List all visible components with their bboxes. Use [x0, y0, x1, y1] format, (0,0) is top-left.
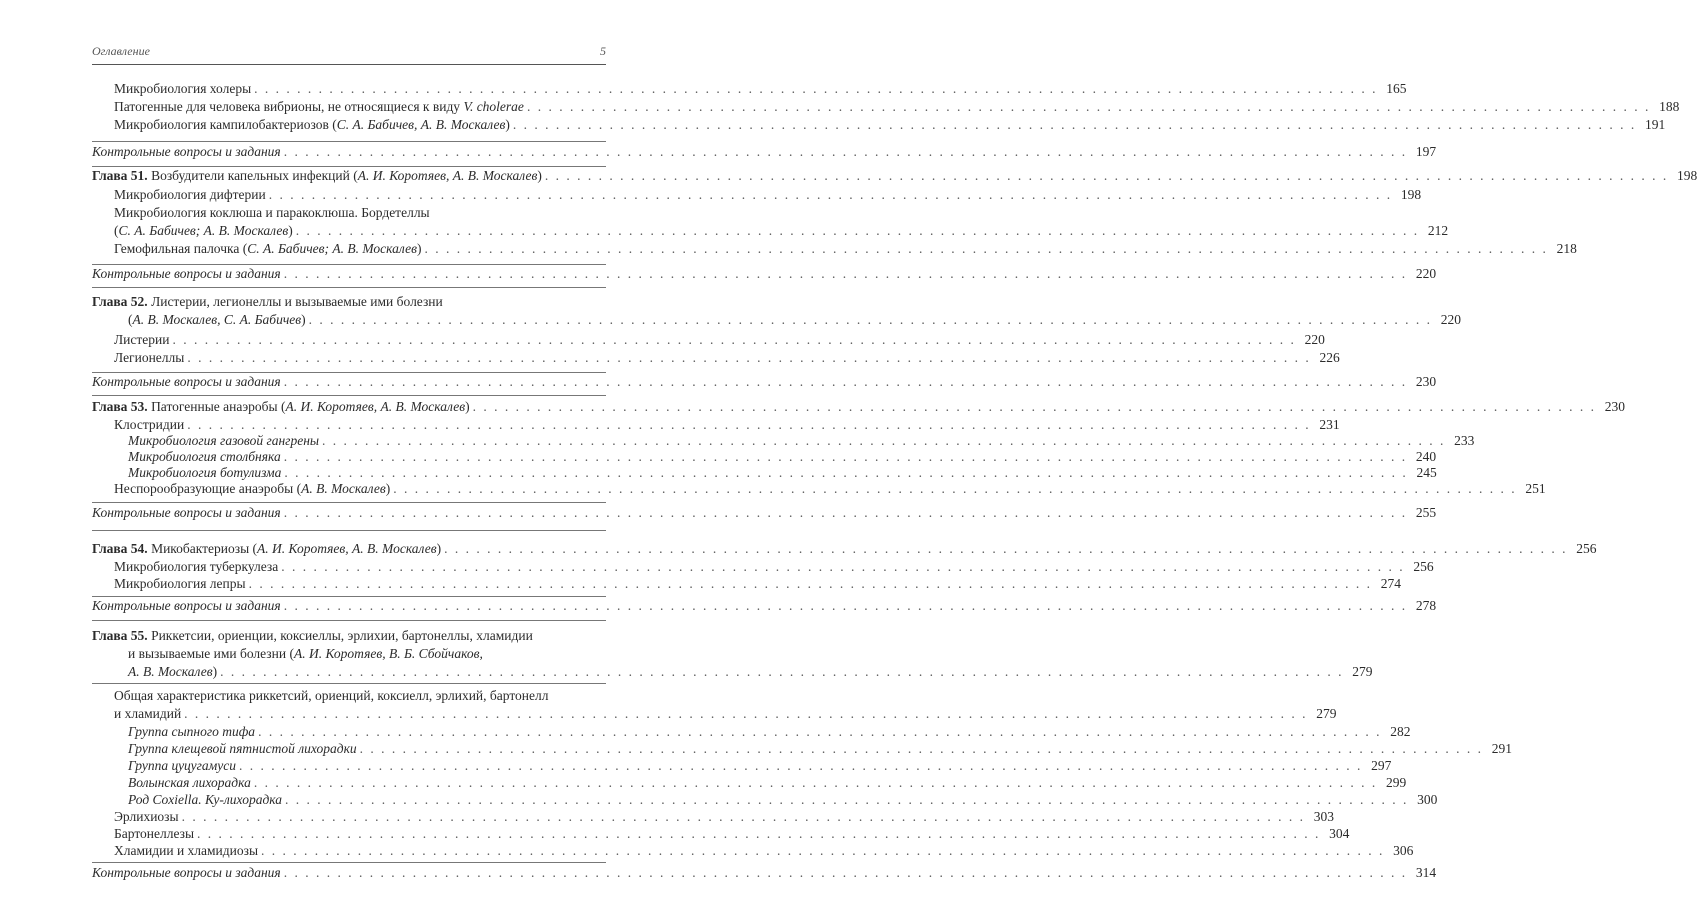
chapter-entry: (А. В. Москалев, С. А. Бабичев) . . . 220 [128, 311, 606, 329]
questions-entry: Контрольные вопросы и задания . . . 197 [92, 143, 606, 161]
page-number: 282 [1390, 724, 1411, 739]
toc-entry-line: Микробиология коклюша и паракоклюша. Бордетеллы [114, 205, 430, 220]
toc-entry: и хламидий . . . 279 [114, 705, 606, 723]
toc-subentry: Микробиология столбняка . . . 240 [128, 448, 606, 466]
page-number: 291 [1491, 741, 1513, 756]
page-number: 303 [1313, 809, 1334, 824]
chapter-entry-line: Глава 55. Риккетсии, ориенции, коксиеллы, эрлихии, бартонеллы, хламидии [92, 628, 533, 643]
page-number: 220 [1440, 312, 1462, 327]
page-number: 198 [1676, 168, 1697, 183]
page-number: 279 [1316, 706, 1337, 721]
toc-subentry: Микробиология ботулизма . . . 245 [128, 464, 606, 482]
chapter-entry: Глава 51. Возбудители капельных инфекций (А. И. Коротяев, А. В. Москалев) . . . 198 [92, 167, 606, 185]
page-number: 233 [1454, 433, 1475, 448]
page-number: 251 [1525, 481, 1546, 496]
page-number: 304 [1329, 826, 1350, 841]
page-number: 218 [1556, 241, 1577, 256]
chapter-entry-line: Глава 52. Листерии, легионеллы и вызываемые ими болезни [92, 294, 443, 309]
toc-subentry: Род Coxiella. Ку-лихорадка . . . 300 [128, 791, 606, 809]
table-of-contents [92, 0, 1697, 914]
toc-entry: Микробиология холеры . . . 165 [114, 80, 606, 98]
page-number: 230 [1415, 374, 1437, 389]
page-number: 230 [1604, 399, 1625, 414]
toc-entry: Легионеллы . . . 226 [114, 349, 606, 367]
toc-entry: Бартонеллезы . . . 304 [114, 825, 606, 843]
chapter-entry-line: и вызываемые ими болезни (А. И. Коротяев, В. Б. Сбойчаков, [128, 646, 483, 661]
page-number: 274 [1380, 576, 1401, 591]
chapter-entry: А. В. Москалев) . . . 279 [128, 663, 606, 681]
toc-entry: Гемофильная палочка (С. А. Бабичев; А. В. Москалев) . . . 218 [114, 240, 606, 258]
questions-entry: Контрольные вопросы и задания . . . 255 [92, 504, 606, 522]
toc-entry: Хламидии и хламидиозы . . . 306 [114, 842, 606, 860]
separator [92, 683, 606, 684]
toc-subentry: Группа цуцугамуси . . . 297 [128, 757, 606, 775]
page-number: 220 [1304, 332, 1325, 347]
page-number: 245 [1416, 465, 1437, 480]
toc-subentry: Микробиология газовой гангрены . . . 233 [128, 432, 606, 450]
toc-entry: Неспорообразующие анаэробы (А. В. Москалев) . . . 251 [114, 480, 606, 498]
page-number: 226 [1319, 350, 1340, 365]
separator [92, 620, 606, 621]
toc-subentry: Волынская лихорадка . . . 299 [128, 774, 606, 792]
toc-entry: Микробиология туберкулеза . . . 256 [114, 558, 606, 576]
toc-entry: Микробиология кампилобактериозов (С. А. Бабичев, А. В. Москалев) . . . 191 [114, 116, 606, 134]
page-number: 240 [1415, 449, 1437, 464]
toc-entry-line: Общая характеристика риккетсий, ориенций, коксиелл, эрлихий, бартонелл [114, 688, 549, 703]
separator [92, 862, 606, 863]
page-number: 212 [1427, 223, 1449, 238]
page-number: 299 [1385, 775, 1407, 790]
toc-entry: (С. А. Бабичев; А. В. Москалев) . . . 212 [114, 222, 606, 240]
separator [92, 287, 606, 288]
chapter-entry: Глава 53. Патогенные анаэробы (А. И. Коротяев, А. В. Москалев) . . . 230 [92, 398, 606, 416]
toc-entry: Микробиология дифтерии . . . 198 [114, 186, 606, 204]
toc-entry: Эрлихиозы . . . 303 [114, 808, 606, 826]
page-number: 255 [1415, 505, 1437, 520]
page-number: 220 [1415, 266, 1437, 281]
page-number: 198 [1400, 187, 1422, 202]
page-number: 279 [1352, 664, 1373, 679]
page-number: 300 [1417, 792, 1438, 807]
page-number: 165 [1386, 81, 1407, 96]
toc-subentry: Группа сыпного тифа . . . 282 [128, 723, 606, 741]
page-number: 188 [1659, 99, 1680, 114]
header-page-number: 5 [600, 44, 606, 58]
questions-entry: Контрольные вопросы и задания . . . 278 [92, 597, 606, 615]
chapter-entry: Глава 54. Микобактериозы (А. И. Коротяев, А. В. Москалев) . . . 256 [92, 540, 606, 558]
separator [92, 141, 606, 142]
toc-entry: Листерии . . . 220 [114, 331, 606, 349]
toc-entry: Клостридии . . . 231 [114, 416, 606, 434]
page-number: 231 [1319, 417, 1340, 432]
questions-entry: Контрольные вопросы и задания . . . 314 [92, 864, 606, 882]
toc-entry: Микробиология лепры . . . 274 [114, 575, 606, 593]
separator [92, 502, 606, 503]
toc-entry: Патогенные для человека вибрионы, не относящиеся к виду V. cholerae . . . 188 [114, 98, 606, 116]
page-number: 297 [1371, 758, 1392, 773]
toc-subentry: Группа клещевой пятнистой лихорадки . . . 291 [128, 740, 606, 758]
header-title: Оглавление [92, 44, 150, 58]
page-number: 306 [1393, 843, 1414, 858]
page-number: 256 [1413, 559, 1434, 574]
separator [92, 530, 606, 531]
page-number: 197 [1415, 144, 1437, 159]
page-number: 191 [1644, 117, 1666, 132]
separator [92, 395, 606, 396]
questions-entry: Контрольные вопросы и задания . . . 230 [92, 373, 606, 391]
page-number: 314 [1415, 865, 1437, 880]
page-number: 256 [1576, 541, 1597, 556]
page-number: 278 [1415, 598, 1437, 613]
questions-entry: Контрольные вопросы и задания . . . 220 [92, 265, 606, 283]
